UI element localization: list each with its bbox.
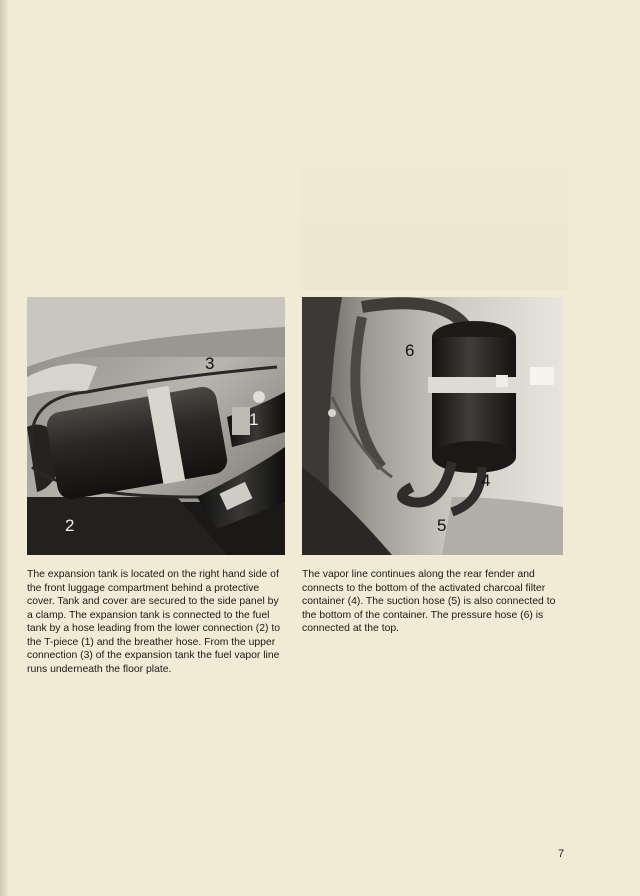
- caption-charcoal-filter: The vapor line continues along the rear fender and connects to the bottom of the activated charcoal filter container (4). The suction hose (5) is also connected to the bottom of the container. The pressure hose (6) is connected at the top.: [302, 569, 556, 634]
- page-number: 7: [558, 848, 565, 860]
- callout-5: 5: [437, 516, 447, 535]
- show-through-shadow: [300, 150, 568, 290]
- callout-1: 1: [249, 410, 259, 429]
- callout-4: 4: [481, 471, 491, 490]
- callout-3: 3: [205, 354, 215, 373]
- caption-expansion-tank: The expansion tank is located on the right hand side of the front luggage compartment behind a protective cover. Tank and cover are secured to the side panel by a clamp. The expansion tank is connected to the fuel tank by a hose leading from the lower connection (2) to the T-piece (1) and the breather hose. From the upper connection (3) of the expansion tank the fuel vapor line runs underneath the floor plate.: [27, 569, 280, 675]
- photo-charcoal-filter: [302, 297, 563, 555]
- callout-6: 6: [405, 341, 415, 360]
- photo-expansion-tank: [27, 297, 285, 555]
- page-binding-edge: [0, 0, 8, 896]
- photo-charcoal-filter-image: [302, 297, 563, 555]
- callout-2: 2: [65, 516, 75, 535]
